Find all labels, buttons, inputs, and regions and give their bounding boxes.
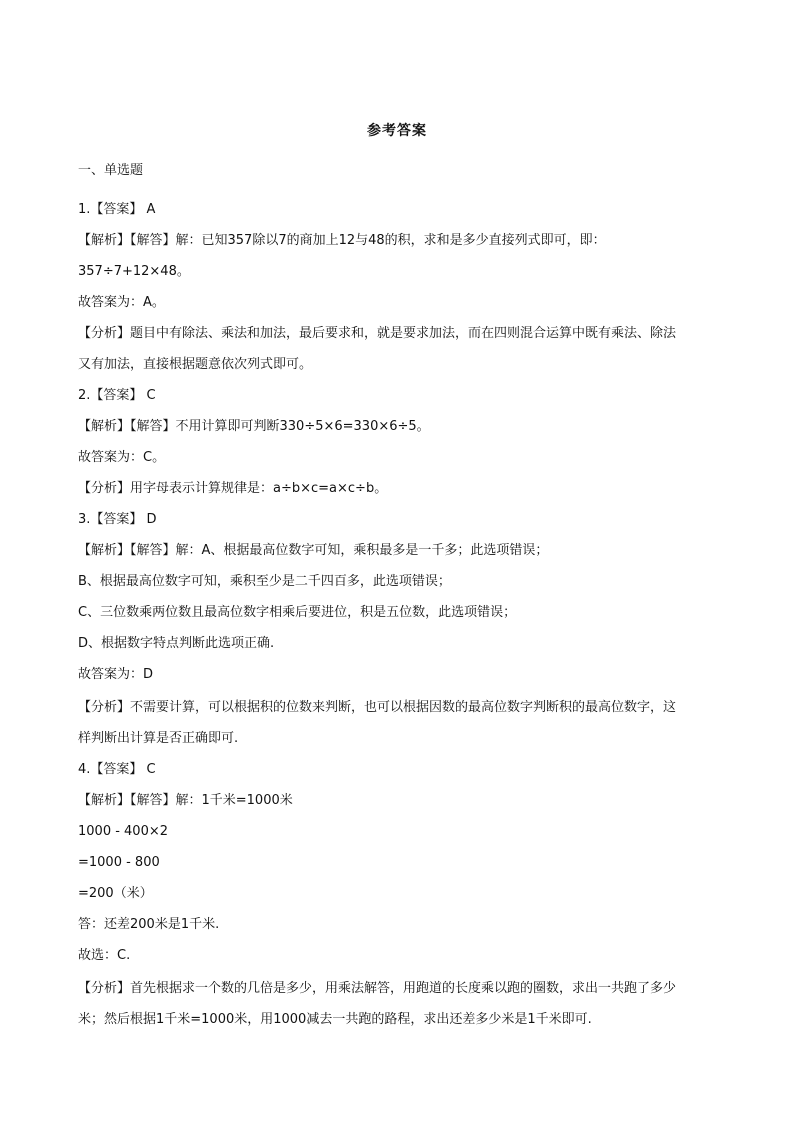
answer-3-solution: 【解析】【解答】解：A、根据最高位数字可知，乘积最多是一千多；此选项错误； — [78, 543, 549, 558]
answer-3-analysis-cont: 样判断出计算是否正确即可. — [78, 731, 239, 746]
answer-4-reply: 答：还差200米是1千米. — [78, 917, 220, 932]
answer-4-step-2: =1000 - 800 — [78, 855, 160, 870]
page-title: 参考答案 — [367, 123, 427, 139]
answer-1-solution: 【解析】【解答】解：已知357除以7的商加上12与48的积，求和是多少直接列式即可，即： — [78, 233, 606, 248]
answer-3-analysis: 【分析】不需要计算，可以根据积的位数来判断，也可以根据因数的最高位数字判断积的最高位数字，这 — [78, 700, 677, 715]
answer-3-option-c: C、三位数乘两位数且最高位数字相乘后要进位，积是五位数，此选项错误； — [78, 605, 517, 620]
answer-3-result: 故答案为：D — [78, 667, 154, 682]
answer-3-key: 3.【答案】 D — [78, 512, 157, 527]
answer-2-analysis: 【分析】用字母表示计算规律是：a÷b×c=a×c÷b。 — [78, 481, 388, 496]
answer-3-option-d: D、根据数字特点判断此选项正确. — [78, 636, 275, 651]
answer-4-step-1: 1000 - 400×2 — [78, 824, 169, 839]
answer-1-result: 故答案为：A。 — [78, 295, 165, 310]
answer-2-key: 2.【答案】 C — [78, 388, 156, 403]
answer-4-analysis-cont: 米；然后根据1千米=1000米，用1000减去一共跑的路程，求出还差多少米是1千米即可. — [78, 1012, 592, 1027]
answer-4-key: 4.【答案】 C — [78, 762, 156, 777]
section-heading: 一、单选题 — [78, 163, 144, 178]
answer-3-option-b: B、根据最高位数字可知，乘积至少是二千四百多，此选项错误； — [78, 574, 451, 589]
answer-1-expression: 357÷7+12×48。 — [78, 264, 190, 279]
answer-4-result: 故选：C. — [78, 948, 131, 963]
answer-2-solution: 【解析】【解答】不用计算即可判断330÷5×6=330×6÷5。 — [78, 419, 430, 434]
answer-4-solution: 【解析】【解答】解：1千米=1000米 — [78, 793, 293, 808]
answer-4-analysis: 【分析】首先根据求一个数的几倍是多少，用乘法解答，用跑道的长度乘以跑的圈数，求出一共跑了多少 — [78, 981, 677, 996]
answer-4-step-3: =200（米） — [78, 886, 153, 901]
answer-1-key: 1.【答案】 A — [78, 202, 156, 217]
answer-1-analysis: 【分析】题目中有除法、乘法和加法，最后要求和，就是要求加法，而在四则混合运算中既有乘法、除法 — [78, 326, 677, 341]
answer-1-analysis-cont: 又有加法，直接根据题意依次列式即可。 — [78, 357, 313, 372]
answer-2-result: 故答案为：C。 — [78, 450, 166, 465]
